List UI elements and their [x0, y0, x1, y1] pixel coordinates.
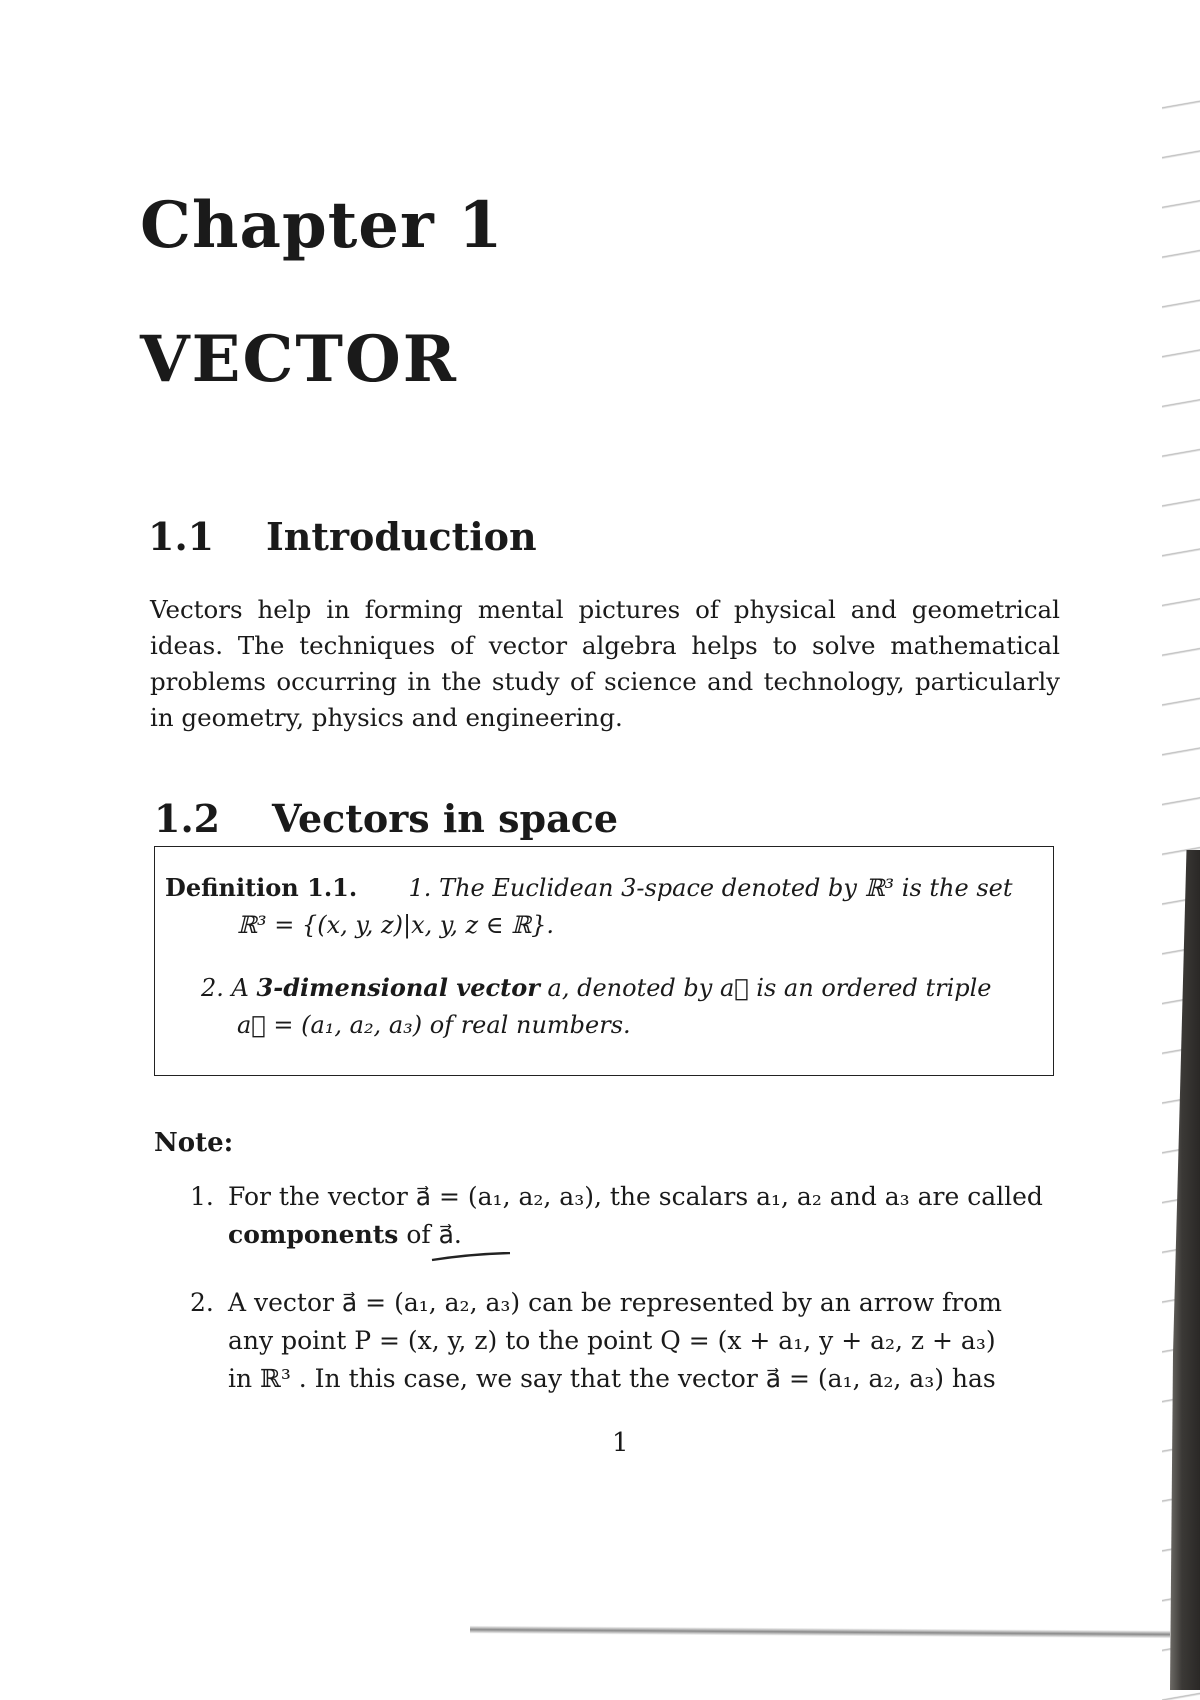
- definition-item-2-formula: a⃗ = (a₁, a₂, a₃) of real numbers.: [237, 1011, 631, 1039]
- definition-item-1-text: The Euclidean 3-space denoted by ℝ³ is the set: [439, 874, 1013, 902]
- page-number: 1: [612, 1428, 629, 1458]
- definition-line-1: [165, 873, 1013, 902]
- definition-label: Definition 1.1.: [165, 873, 358, 902]
- note-item-2-line-2: any point P = (x, y, z) to the point Q = (x + a₁, y + a₂, z + a₃): [228, 1326, 996, 1355]
- introduction-paragraph: Vectors help in forming mental pictures of physical and geometrical ideas. The techniques of vector algebra helps to solve mathematical problems occurring in the study of science and technology, particularly in geometry, physics and engineering.: [150, 595, 1060, 732]
- note-term-components: components: [228, 1220, 399, 1249]
- section-title: Vectors in space: [272, 796, 619, 841]
- definition-line-2: [201, 973, 992, 1002]
- note-item-1-number: 1.: [190, 1182, 214, 1211]
- handwritten-underline-mark: [430, 1252, 512, 1262]
- section-title: Introduction: [266, 514, 537, 559]
- note-title: Note:: [154, 1128, 234, 1158]
- note-item-2-line-1: [190, 1288, 1002, 1317]
- chapter-title: VECTOR: [140, 322, 458, 397]
- note-item-1-line-2-post: of a⃗.: [406, 1220, 462, 1249]
- section-number: 1.2: [154, 796, 221, 841]
- definition-item-2-pre: A: [231, 974, 249, 1002]
- section-heading-vectors-in-space: [154, 796, 618, 841]
- bottom-scan-shadow: [470, 1626, 1170, 1639]
- definition-item-1-number: 1.: [408, 874, 432, 902]
- definition-box: [154, 846, 1054, 1076]
- note-item-1-text: For the vector a⃗ = (a₁, a₂, a₃), the scalars a₁, a₂ and a₃ are called: [228, 1182, 1043, 1211]
- note-item-2-line-3: in ℝ³ . In this case, we say that the vector a⃗ = (a₁, a₂, a₃) has: [228, 1364, 996, 1393]
- note-item-1-line-2: [228, 1220, 462, 1249]
- note-item-2-number: 2.: [190, 1288, 214, 1317]
- section-number: 1.1: [148, 514, 215, 559]
- definition-item-2-post: a, denoted by a⃗ is an ordered triple: [547, 974, 992, 1002]
- chapter-label: Chapter 1: [140, 188, 504, 263]
- section-heading-introduction: [148, 514, 537, 559]
- definition-item-2-number: 2.: [201, 974, 224, 1002]
- note-item-2-text: A vector a⃗ = (a₁, a₂, a₃) can be represented by an arrow from: [228, 1288, 1002, 1317]
- definition-item-1-formula: ℝ³ = {(x, y, z)|x, y, z ∈ ℝ}.: [237, 911, 555, 939]
- definition-term: 3-dimensional vector: [256, 973, 540, 1002]
- note-item-1-line-1: [190, 1182, 1043, 1211]
